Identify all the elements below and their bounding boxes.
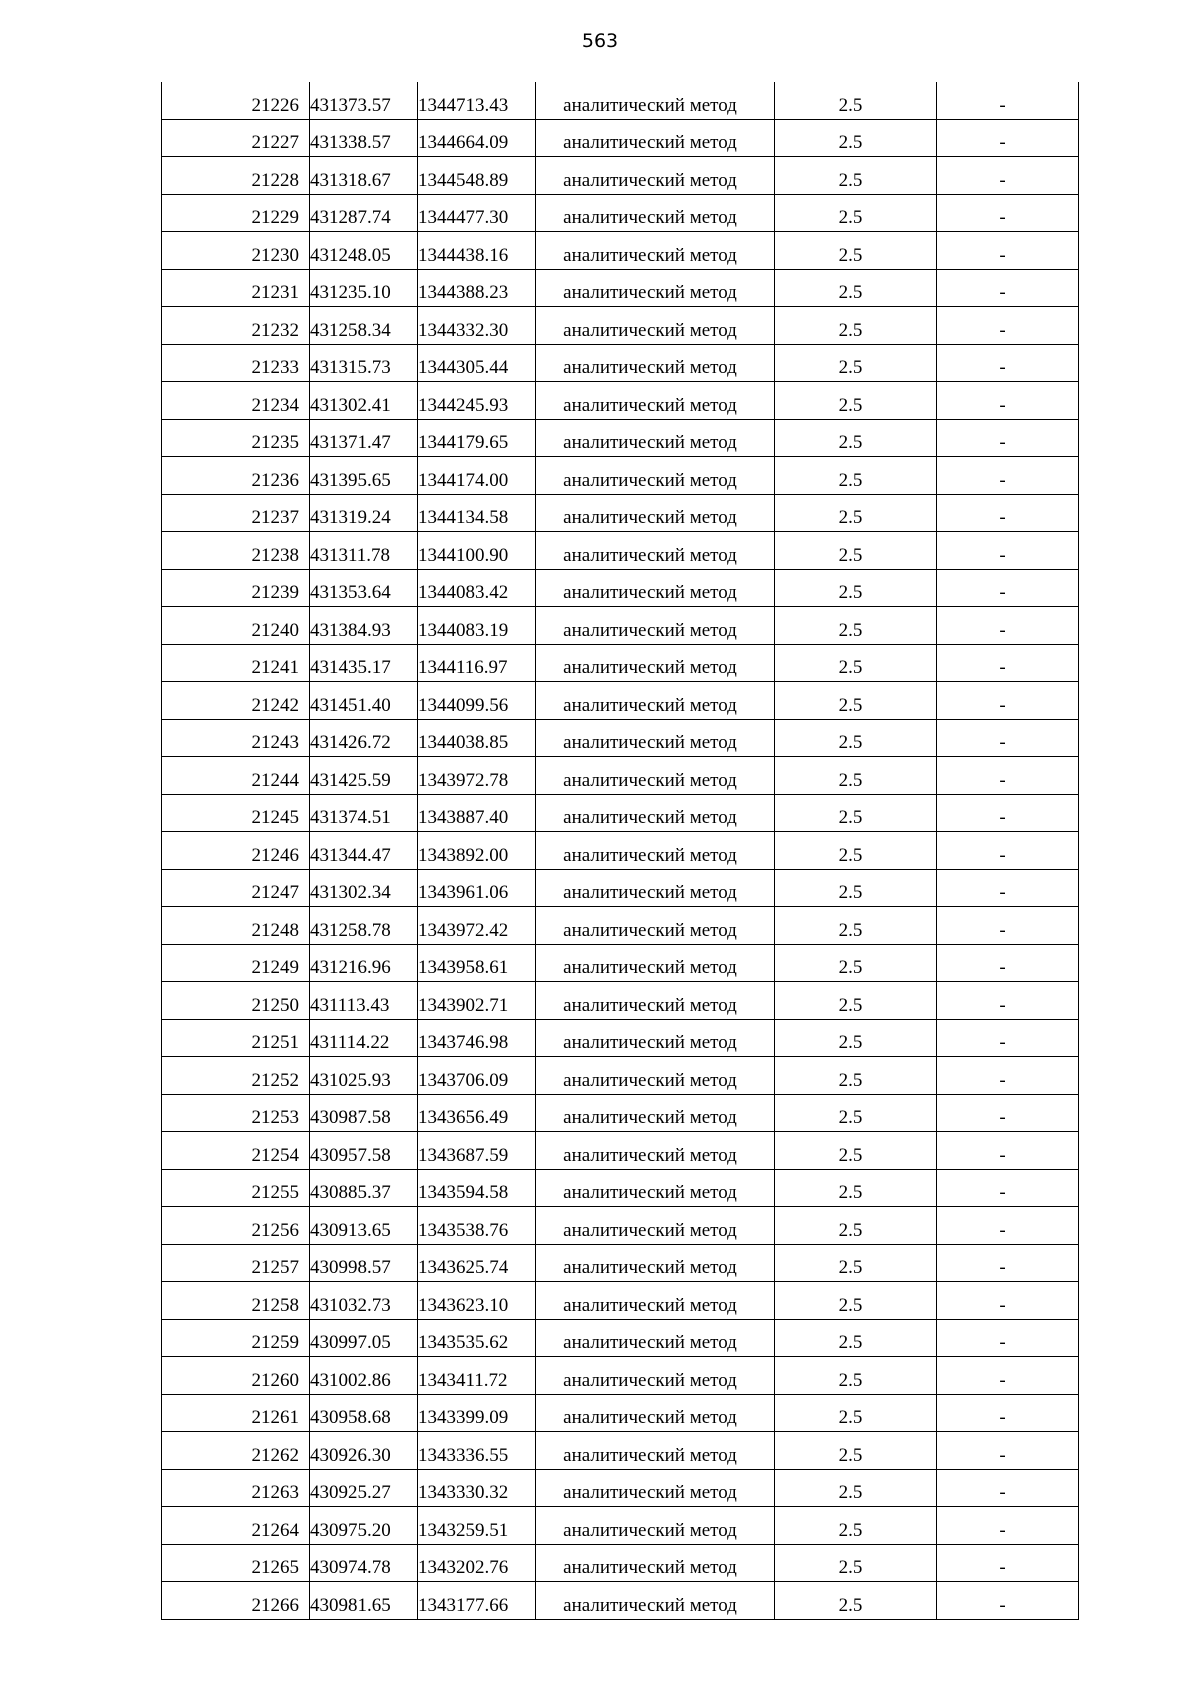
y-coordinate-cell: 1343961.06 [418, 869, 536, 907]
table-row [162, 1094, 1079, 1132]
note-cell: - [937, 682, 1079, 720]
x-coordinate-cell: 430975.20 [310, 1507, 418, 1545]
note-cell: - [937, 82, 1079, 119]
accuracy-cell: 2.5 [775, 382, 937, 420]
note-cell: - [937, 344, 1079, 382]
y-coordinate-cell: 1344713.43 [418, 82, 536, 119]
x-coordinate-cell: 430885.37 [310, 1169, 418, 1207]
point-id-cell: 21229 [162, 194, 310, 232]
x-coordinate-cell: 431216.96 [310, 944, 418, 982]
note-cell: - [937, 494, 1079, 532]
accuracy-cell: 2.5 [775, 682, 937, 720]
point-id-cell: 21247 [162, 869, 310, 907]
method-cell: аналитический метод [536, 1469, 775, 1507]
accuracy-cell: 2.5 [775, 1132, 937, 1170]
accuracy-cell: 2.5 [775, 157, 937, 195]
y-coordinate-cell: 1343535.62 [418, 1319, 536, 1357]
point-id-cell: 21226 [162, 82, 310, 119]
table-row [162, 194, 1079, 232]
accuracy-cell: 2.5 [775, 1357, 937, 1395]
x-coordinate-cell: 431248.05 [310, 232, 418, 270]
table-row [162, 1357, 1079, 1395]
point-id-cell: 21244 [162, 757, 310, 795]
table-row [162, 157, 1079, 195]
table-row [162, 494, 1079, 532]
point-id-cell: 21227 [162, 119, 310, 157]
y-coordinate-cell: 1343902.71 [418, 982, 536, 1020]
table-row [162, 569, 1079, 607]
x-coordinate-cell: 431353.64 [310, 569, 418, 607]
x-coordinate-cell: 431384.93 [310, 607, 418, 645]
y-coordinate-cell: 1344664.09 [418, 119, 536, 157]
table-row [162, 869, 1079, 907]
point-id-cell: 21259 [162, 1319, 310, 1357]
table-row [162, 982, 1079, 1020]
y-coordinate-cell: 1344477.30 [418, 194, 536, 232]
point-id-cell: 21251 [162, 1019, 310, 1057]
y-coordinate-cell: 1344134.58 [418, 494, 536, 532]
note-cell: - [937, 1019, 1079, 1057]
accuracy-cell: 2.5 [775, 1169, 937, 1207]
method-cell: аналитический метод [536, 269, 775, 307]
note-cell: - [937, 1244, 1079, 1282]
x-coordinate-cell: 431113.43 [310, 982, 418, 1020]
note-cell: - [937, 1432, 1079, 1470]
point-id-cell: 21230 [162, 232, 310, 270]
method-cell: аналитический метод [536, 1432, 775, 1470]
x-coordinate-cell: 431311.78 [310, 532, 418, 570]
method-cell: аналитический метод [536, 532, 775, 570]
x-coordinate-cell: 431395.65 [310, 457, 418, 495]
y-coordinate-cell: 1343259.51 [418, 1507, 536, 1545]
note-cell: - [937, 1207, 1079, 1245]
note-cell: - [937, 944, 1079, 982]
table-row [162, 1169, 1079, 1207]
x-coordinate-cell: 430997.05 [310, 1319, 418, 1357]
point-id-cell: 21264 [162, 1507, 310, 1545]
y-coordinate-cell: 1343399.09 [418, 1394, 536, 1432]
x-coordinate-cell: 431258.34 [310, 307, 418, 345]
accuracy-cell: 2.5 [775, 457, 937, 495]
table-row [162, 907, 1079, 945]
x-coordinate-cell: 431425.59 [310, 757, 418, 795]
x-coordinate-cell: 431114.22 [310, 1019, 418, 1057]
y-coordinate-cell: 1343687.59 [418, 1132, 536, 1170]
x-coordinate-cell: 431435.17 [310, 644, 418, 682]
point-id-cell: 21228 [162, 157, 310, 195]
table-row [162, 119, 1079, 157]
point-id-cell: 21263 [162, 1469, 310, 1507]
point-id-cell: 21232 [162, 307, 310, 345]
x-coordinate-cell: 431374.51 [310, 794, 418, 832]
x-coordinate-cell: 431371.47 [310, 419, 418, 457]
method-cell: аналитический метод [536, 1207, 775, 1245]
accuracy-cell: 2.5 [775, 344, 937, 382]
table-row [162, 719, 1079, 757]
y-coordinate-cell: 1343958.61 [418, 944, 536, 982]
method-cell: аналитический метод [536, 1319, 775, 1357]
method-cell: аналитический метод [536, 1394, 775, 1432]
y-coordinate-cell: 1344388.23 [418, 269, 536, 307]
accuracy-cell: 2.5 [775, 269, 937, 307]
x-coordinate-cell: 431302.34 [310, 869, 418, 907]
point-id-cell: 21245 [162, 794, 310, 832]
accuracy-cell: 2.5 [775, 232, 937, 270]
method-cell: аналитический метод [536, 1244, 775, 1282]
note-cell: - [937, 1282, 1079, 1320]
point-id-cell: 21262 [162, 1432, 310, 1470]
table-row [162, 419, 1079, 457]
y-coordinate-cell: 1344548.89 [418, 157, 536, 195]
point-id-cell: 21235 [162, 419, 310, 457]
x-coordinate-cell: 431025.93 [310, 1057, 418, 1095]
point-id-cell: 21256 [162, 1207, 310, 1245]
method-cell: аналитический метод [536, 607, 775, 645]
point-id-cell: 21246 [162, 832, 310, 870]
point-id-cell: 21237 [162, 494, 310, 532]
table-row [162, 1319, 1079, 1357]
x-coordinate-cell: 431002.86 [310, 1357, 418, 1395]
accuracy-cell: 2.5 [775, 907, 937, 945]
method-cell: аналитический метод [536, 1282, 775, 1320]
note-cell: - [937, 1507, 1079, 1545]
accuracy-cell: 2.5 [775, 1282, 937, 1320]
y-coordinate-cell: 1343656.49 [418, 1094, 536, 1132]
x-coordinate-cell: 431451.40 [310, 682, 418, 720]
y-coordinate-cell: 1343202.76 [418, 1544, 536, 1582]
table-row [162, 532, 1079, 570]
accuracy-cell: 2.5 [775, 119, 937, 157]
x-coordinate-cell: 430958.68 [310, 1394, 418, 1432]
table-row [162, 1394, 1079, 1432]
note-cell: - [937, 1057, 1079, 1095]
method-cell: аналитический метод [536, 1169, 775, 1207]
y-coordinate-cell: 1343336.55 [418, 1432, 536, 1470]
x-coordinate-cell: 431373.57 [310, 82, 418, 119]
accuracy-cell: 2.5 [775, 1094, 937, 1132]
x-coordinate-cell: 430974.78 [310, 1544, 418, 1582]
note-cell: - [937, 907, 1079, 945]
accuracy-cell: 2.5 [775, 1244, 937, 1282]
table-row [162, 82, 1079, 119]
point-id-cell: 21260 [162, 1357, 310, 1395]
note-cell: - [937, 1582, 1079, 1620]
accuracy-cell: 2.5 [775, 1207, 937, 1245]
accuracy-cell: 2.5 [775, 1544, 937, 1582]
y-coordinate-cell: 1343625.74 [418, 1244, 536, 1282]
note-cell: - [937, 832, 1079, 870]
note-cell: - [937, 644, 1079, 682]
y-coordinate-cell: 1344305.44 [418, 344, 536, 382]
method-cell: аналитический метод [536, 1019, 775, 1057]
note-cell: - [937, 869, 1079, 907]
x-coordinate-cell: 431318.67 [310, 157, 418, 195]
method-cell: аналитический метод [536, 232, 775, 270]
y-coordinate-cell: 1344179.65 [418, 419, 536, 457]
method-cell: аналитический метод [536, 794, 775, 832]
x-coordinate-cell: 430925.27 [310, 1469, 418, 1507]
table-row [162, 1244, 1079, 1282]
point-id-cell: 21236 [162, 457, 310, 495]
table-row [162, 457, 1079, 495]
method-cell: аналитический метод [536, 944, 775, 982]
accuracy-cell: 2.5 [775, 794, 937, 832]
method-cell: аналитический метод [536, 157, 775, 195]
method-cell: аналитический метод [536, 194, 775, 232]
y-coordinate-cell: 1343411.72 [418, 1357, 536, 1395]
accuracy-cell: 2.5 [775, 1507, 937, 1545]
accuracy-cell: 2.5 [775, 1394, 937, 1432]
note-cell: - [937, 1394, 1079, 1432]
note-cell: - [937, 794, 1079, 832]
note-cell: - [937, 569, 1079, 607]
table-row [162, 1469, 1079, 1507]
table-row [162, 607, 1079, 645]
point-id-cell: 21249 [162, 944, 310, 982]
y-coordinate-cell: 1343330.32 [418, 1469, 536, 1507]
accuracy-cell: 2.5 [775, 1582, 937, 1620]
accuracy-cell: 2.5 [775, 1469, 937, 1507]
table-row [162, 682, 1079, 720]
accuracy-cell: 2.5 [775, 1319, 937, 1357]
point-id-cell: 21242 [162, 682, 310, 720]
y-coordinate-cell: 1343706.09 [418, 1057, 536, 1095]
accuracy-cell: 2.5 [775, 494, 937, 532]
note-cell: - [937, 457, 1079, 495]
note-cell: - [937, 607, 1079, 645]
note-cell: - [937, 532, 1079, 570]
accuracy-cell: 2.5 [775, 419, 937, 457]
method-cell: аналитический метод [536, 644, 775, 682]
note-cell: - [937, 382, 1079, 420]
table-row [162, 1132, 1079, 1170]
table-row [162, 757, 1079, 795]
method-cell: аналитический метод [536, 719, 775, 757]
point-id-cell: 21255 [162, 1169, 310, 1207]
method-cell: аналитический метод [536, 832, 775, 870]
note-cell: - [937, 1319, 1079, 1357]
table-row [162, 794, 1079, 832]
y-coordinate-cell: 1343972.78 [418, 757, 536, 795]
x-coordinate-cell: 431338.57 [310, 119, 418, 157]
y-coordinate-cell: 1344332.30 [418, 307, 536, 345]
point-id-cell: 21241 [162, 644, 310, 682]
note-cell: - [937, 719, 1079, 757]
x-coordinate-cell: 430913.65 [310, 1207, 418, 1245]
table-row [162, 1207, 1079, 1245]
note-cell: - [937, 307, 1079, 345]
y-coordinate-cell: 1344174.00 [418, 457, 536, 495]
y-coordinate-cell: 1343594.58 [418, 1169, 536, 1207]
accuracy-cell: 2.5 [775, 307, 937, 345]
point-id-cell: 21253 [162, 1094, 310, 1132]
accuracy-cell: 2.5 [775, 869, 937, 907]
method-cell: аналитический метод [536, 1507, 775, 1545]
y-coordinate-cell: 1343892.00 [418, 832, 536, 870]
x-coordinate-cell: 430981.65 [310, 1582, 418, 1620]
coordinates-table [161, 82, 1079, 1620]
y-coordinate-cell: 1344100.90 [418, 532, 536, 570]
point-id-cell: 21231 [162, 269, 310, 307]
table-body [162, 82, 1079, 1619]
accuracy-cell: 2.5 [775, 757, 937, 795]
point-id-cell: 21252 [162, 1057, 310, 1095]
note-cell: - [937, 1169, 1079, 1207]
method-cell: аналитический метод [536, 869, 775, 907]
table-row [162, 1019, 1079, 1057]
method-cell: аналитический метод [536, 82, 775, 119]
table-row [162, 269, 1079, 307]
method-cell: аналитический метод [536, 1544, 775, 1582]
x-coordinate-cell: 431235.10 [310, 269, 418, 307]
table-row [162, 382, 1079, 420]
note-cell: - [937, 119, 1079, 157]
y-coordinate-cell: 1343623.10 [418, 1282, 536, 1320]
method-cell: аналитический метод [536, 307, 775, 345]
table-row [162, 307, 1079, 345]
note-cell: - [937, 1132, 1079, 1170]
accuracy-cell: 2.5 [775, 982, 937, 1020]
table-row [162, 1582, 1079, 1620]
point-id-cell: 21239 [162, 569, 310, 607]
y-coordinate-cell: 1344083.19 [418, 607, 536, 645]
note-cell: - [937, 194, 1079, 232]
y-coordinate-cell: 1344099.56 [418, 682, 536, 720]
point-id-cell: 21257 [162, 1244, 310, 1282]
point-id-cell: 21234 [162, 382, 310, 420]
method-cell: аналитический метод [536, 682, 775, 720]
method-cell: аналитический метод [536, 119, 775, 157]
table-row [162, 1057, 1079, 1095]
table-row [162, 232, 1079, 270]
method-cell: аналитический метод [536, 907, 775, 945]
accuracy-cell: 2.5 [775, 1432, 937, 1470]
method-cell: аналитический метод [536, 1057, 775, 1095]
method-cell: аналитический метод [536, 757, 775, 795]
note-cell: - [937, 269, 1079, 307]
x-coordinate-cell: 431258.78 [310, 907, 418, 945]
point-id-cell: 21265 [162, 1544, 310, 1582]
note-cell: - [937, 1357, 1079, 1395]
note-cell: - [937, 232, 1079, 270]
point-id-cell: 21250 [162, 982, 310, 1020]
table-row [162, 832, 1079, 870]
accuracy-cell: 2.5 [775, 1057, 937, 1095]
accuracy-cell: 2.5 [775, 607, 937, 645]
y-coordinate-cell: 1344083.42 [418, 569, 536, 607]
x-coordinate-cell: 430998.57 [310, 1244, 418, 1282]
accuracy-cell: 2.5 [775, 944, 937, 982]
accuracy-cell: 2.5 [775, 1019, 937, 1057]
x-coordinate-cell: 431315.73 [310, 344, 418, 382]
method-cell: аналитический метод [536, 382, 775, 420]
x-coordinate-cell: 431302.41 [310, 382, 418, 420]
point-id-cell: 21243 [162, 719, 310, 757]
y-coordinate-cell: 1344038.85 [418, 719, 536, 757]
point-id-cell: 21254 [162, 1132, 310, 1170]
note-cell: - [937, 982, 1079, 1020]
note-cell: - [937, 1469, 1079, 1507]
y-coordinate-cell: 1344245.93 [418, 382, 536, 420]
x-coordinate-cell: 430987.58 [310, 1094, 418, 1132]
accuracy-cell: 2.5 [775, 719, 937, 757]
x-coordinate-cell: 430926.30 [310, 1432, 418, 1470]
note-cell: - [937, 419, 1079, 457]
y-coordinate-cell: 1343746.98 [418, 1019, 536, 1057]
x-coordinate-cell: 431344.47 [310, 832, 418, 870]
y-coordinate-cell: 1344116.97 [418, 644, 536, 682]
y-coordinate-cell: 1343972.42 [418, 907, 536, 945]
method-cell: аналитический метод [536, 1132, 775, 1170]
table-row [162, 1282, 1079, 1320]
method-cell: аналитический метод [536, 1357, 775, 1395]
table-row [162, 344, 1079, 382]
point-id-cell: 21261 [162, 1394, 310, 1432]
point-id-cell: 21233 [162, 344, 310, 382]
accuracy-cell: 2.5 [775, 532, 937, 570]
y-coordinate-cell: 1343887.40 [418, 794, 536, 832]
method-cell: аналитический метод [536, 344, 775, 382]
table-row [162, 1432, 1079, 1470]
accuracy-cell: 2.5 [775, 832, 937, 870]
x-coordinate-cell: 431032.73 [310, 1282, 418, 1320]
point-id-cell: 21238 [162, 532, 310, 570]
x-coordinate-cell: 430957.58 [310, 1132, 418, 1170]
method-cell: аналитический метод [536, 569, 775, 607]
method-cell: аналитический метод [536, 1094, 775, 1132]
x-coordinate-cell: 431426.72 [310, 719, 418, 757]
method-cell: аналитический метод [536, 419, 775, 457]
table-row [162, 1507, 1079, 1545]
table-row [162, 944, 1079, 982]
method-cell: аналитический метод [536, 494, 775, 532]
y-coordinate-cell: 1343538.76 [418, 1207, 536, 1245]
y-coordinate-cell: 1343177.66 [418, 1582, 536, 1620]
note-cell: - [937, 757, 1079, 795]
accuracy-cell: 2.5 [775, 194, 937, 232]
x-coordinate-cell: 431319.24 [310, 494, 418, 532]
method-cell: аналитический метод [536, 982, 775, 1020]
page-number: 563 [581, 30, 619, 52]
y-coordinate-cell: 1344438.16 [418, 232, 536, 270]
accuracy-cell: 2.5 [775, 644, 937, 682]
note-cell: - [937, 1094, 1079, 1132]
point-id-cell: 21248 [162, 907, 310, 945]
x-coordinate-cell: 431287.74 [310, 194, 418, 232]
method-cell: аналитический метод [536, 457, 775, 495]
note-cell: - [937, 157, 1079, 195]
note-cell: - [937, 1544, 1079, 1582]
point-id-cell: 21258 [162, 1282, 310, 1320]
accuracy-cell: 2.5 [775, 82, 937, 119]
point-id-cell: 21266 [162, 1582, 310, 1620]
method-cell: аналитический метод [536, 1582, 775, 1620]
table-row [162, 644, 1079, 682]
table-row [162, 1544, 1079, 1582]
accuracy-cell: 2.5 [775, 569, 937, 607]
point-id-cell: 21240 [162, 607, 310, 645]
